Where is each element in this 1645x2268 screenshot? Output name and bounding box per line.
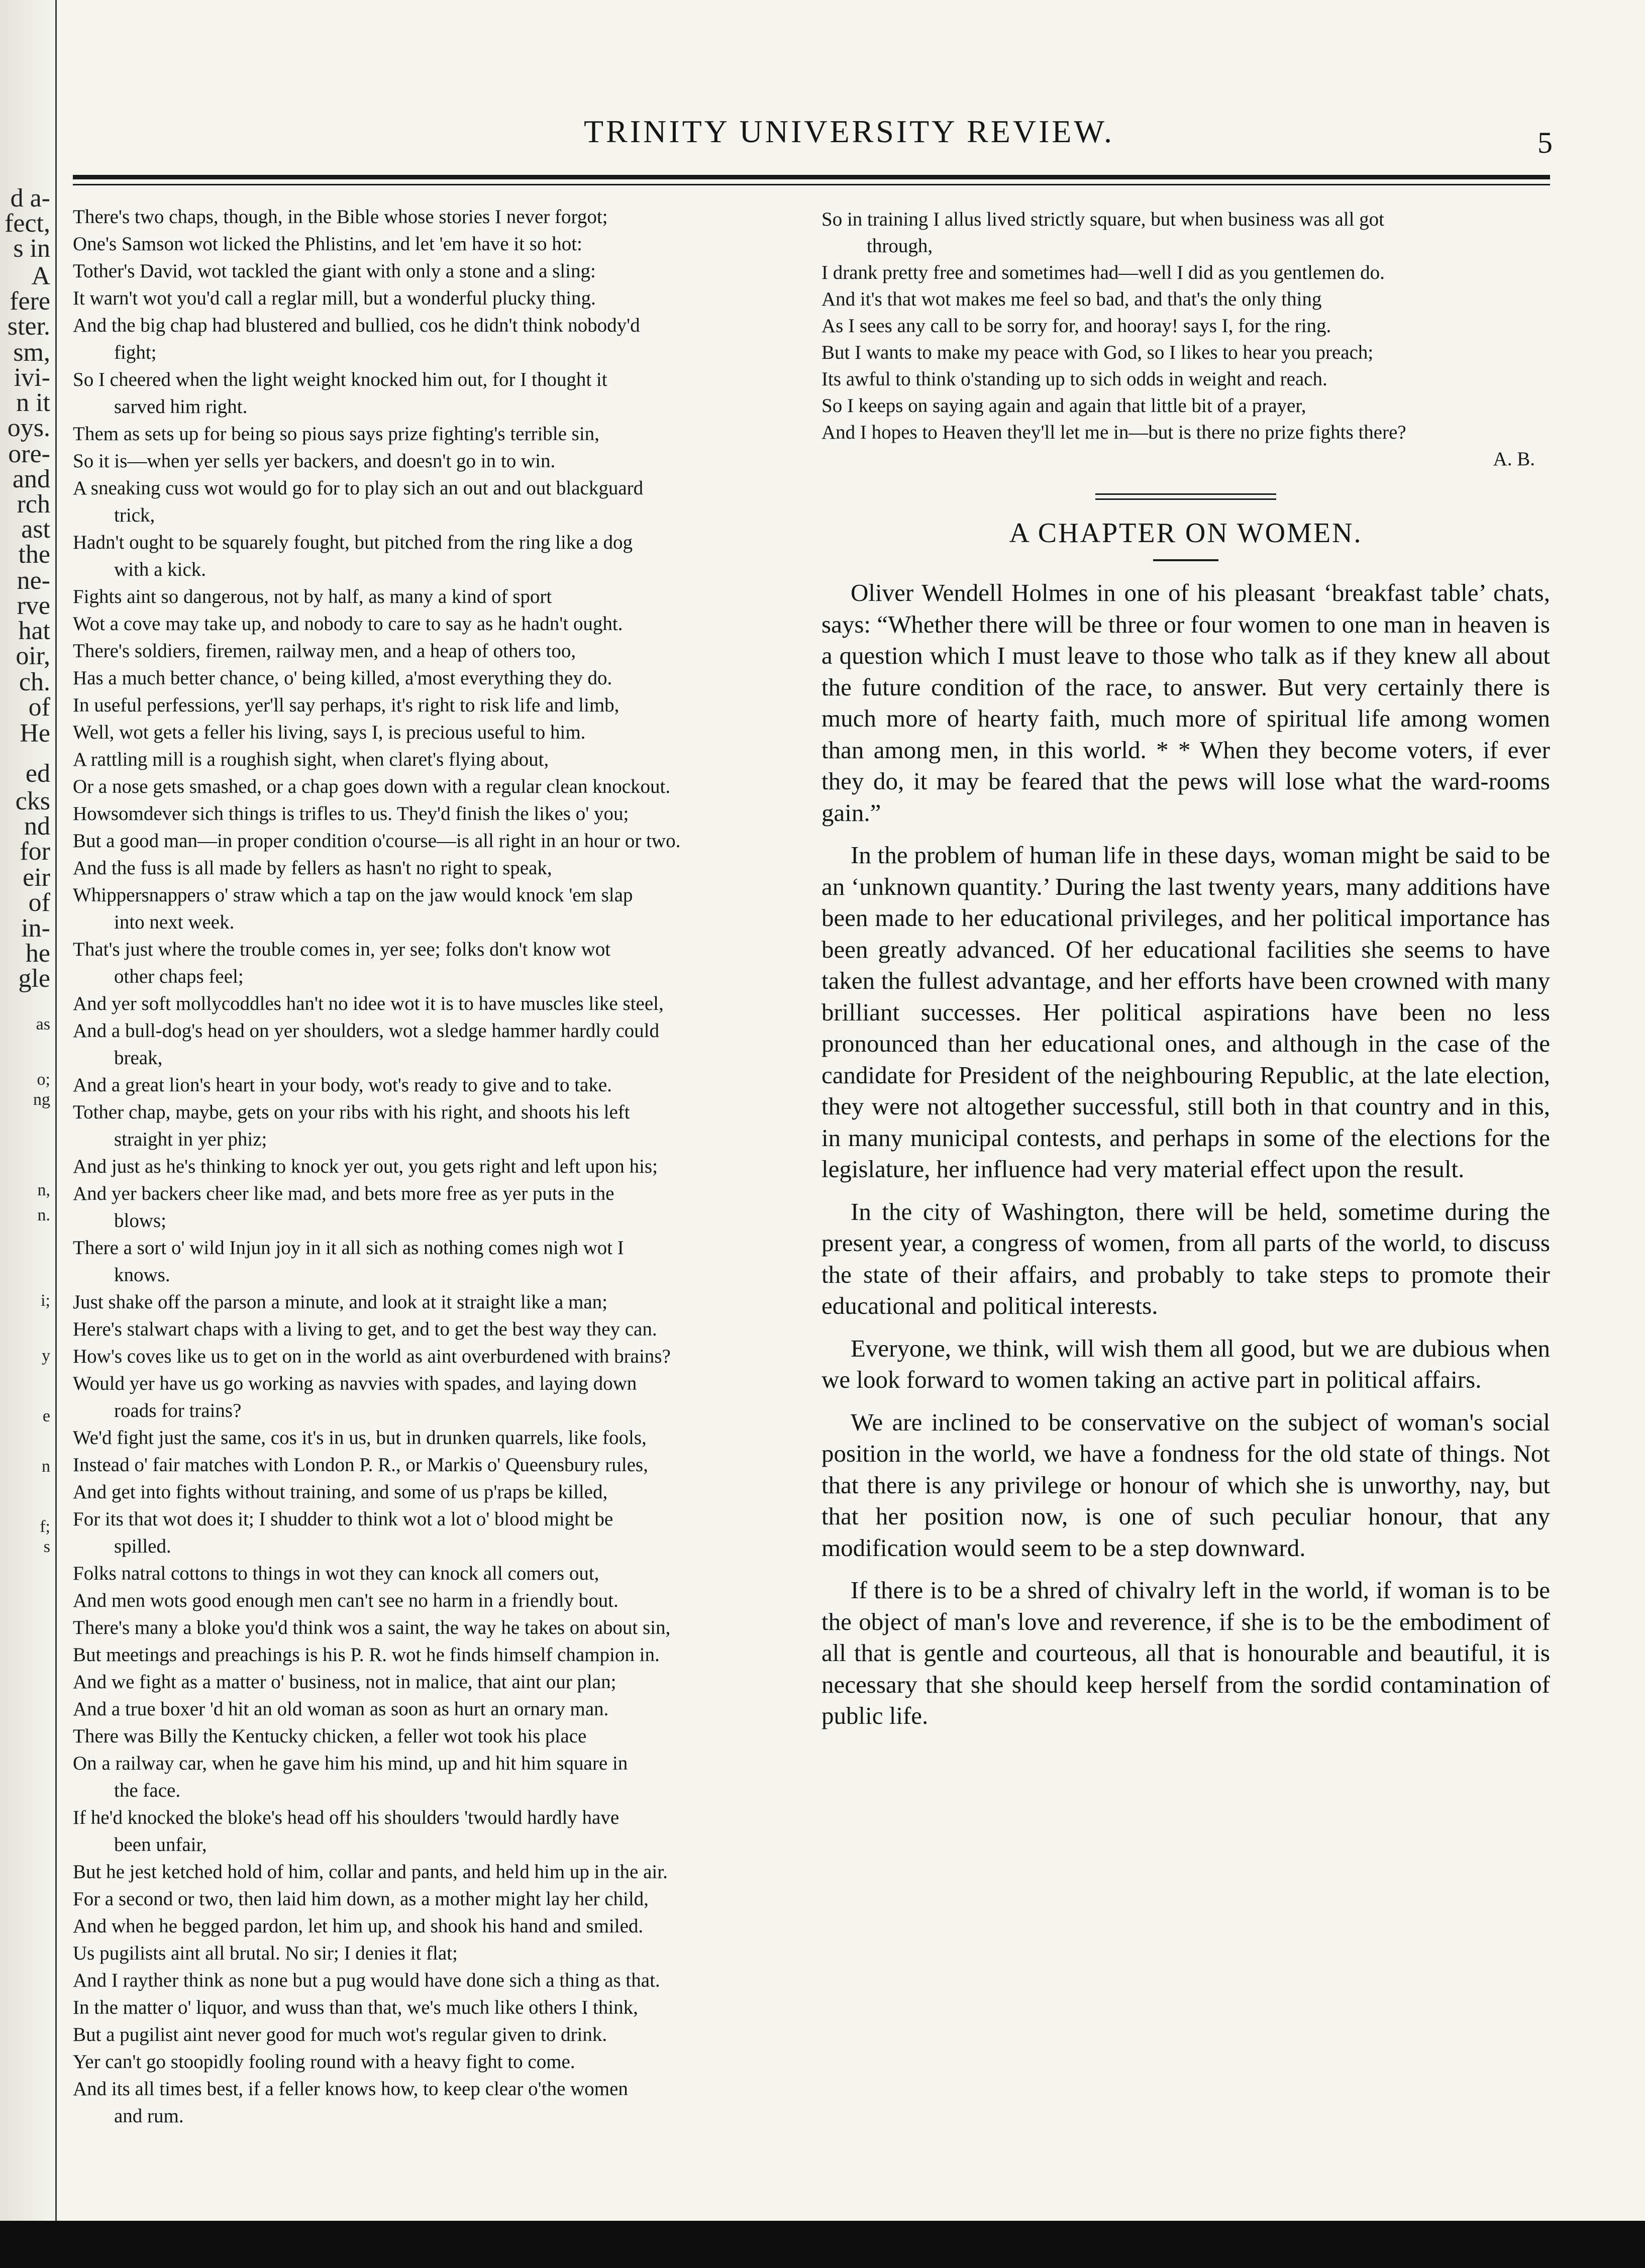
poem-line: And a bull-dog's head on yer shoulders, wot a sledge hammer hardly could xyxy=(73,1020,659,1042)
poem-line: If he'd knocked the bloke's head off his shoulders 'twould hardly have xyxy=(73,1807,620,1828)
page-number: 5 xyxy=(1537,126,1553,159)
title-underline xyxy=(1153,559,1218,561)
poem-line: And yer soft mollycoddles han't no idee wot it is to have muscles like steel, xyxy=(73,993,664,1014)
poem-line: Us pugilists aint all brutal. No sir; I denies it flat; xyxy=(73,1942,458,1964)
poem-line: But a good man—in proper condition o'course—is all right in an hour or two. xyxy=(73,830,681,852)
poem-line: But meetings and preachings is his P. R. wot he finds himself champion in. xyxy=(73,1644,660,1666)
poem-line: As I sees any call to be sorry for, and hooray! says I, for the ring. xyxy=(821,315,1331,337)
poem-line: And get into fights without training, and some of us p'raps be killed, xyxy=(73,1481,608,1503)
facing-page-fragment: i; xyxy=(41,1291,50,1310)
header-rule-thin xyxy=(73,184,1550,185)
poem-line: with a kick. xyxy=(114,559,207,580)
poem-line: Wot a cove may take up, and nobody to care to say as he hadn't ought. xyxy=(73,613,623,635)
poem-line: We'd fight just the same, cos it's in us, but in drunken quarrels, like fools, xyxy=(73,1427,647,1449)
poem-line: and rum. xyxy=(114,2105,184,2127)
poem-line: But I wants to make my peace with God, so I likes to hear you preach; xyxy=(821,342,1374,363)
facing-page-fragment: y xyxy=(42,1347,50,1365)
facing-page-fragment: n it xyxy=(16,388,50,417)
facing-page-fragment: oys. xyxy=(7,414,50,442)
poem-line: But a pugilist aint never good for much wot's regular given to drink. xyxy=(73,2024,607,2045)
article-paragraph: If there is to be a shred of chivalry left in the world, if woman is to be the object of man's love and reverence, if she is to be the embodiment of all that is gentle and courteous, all that is honourable and beautiful, it is necessary that she should keep herself from the sordid contamination of public life. xyxy=(821,1576,1550,1729)
article-paragraph: Oliver Wendell Holmes in one of his pleasant ‘breakfast table’ chats, says: “Whether there will be three or four women to one man in heaven is a question which I must leave to those who talk as if they knew all about the future condition of the race, to answer. But very certainly there is much more of hearty faith, much more of spiritual life among women than among men, in this world. * * When they become voters, if ever they do, it may be feared that the pews will lose what the ward-rooms gain.” xyxy=(821,579,1550,827)
poem-line: How's coves like us to get on in the world as aint overburdened with brains? xyxy=(73,1346,671,1367)
article-title: A CHAPTER ON WOMEN. xyxy=(1009,518,1363,549)
poem-line: And I hopes to Heaven they'll let me in—but is there no prize fights there? xyxy=(821,422,1406,443)
facing-page-fragment: f; xyxy=(40,1517,50,1536)
poem-line: straight in yer phiz; xyxy=(114,1128,267,1150)
poem-line: blows; xyxy=(114,1210,167,1231)
article-paragraph: In the problem of human life in these days, woman might be said to be an ‘unknown quantity.’ During the last twenty years, many additions have been made to her educational privileges, and her political importance has been greatly advanced. Of her educational facilities she seems to have taken the fullest advantage, and her efforts have been crowned with many brilliant successes. Her political aspirations have been no less pronounced than her educational ones, and although in the case of the candidate for President of the neighbouring Republic, at the late election, they were not altogether successful, still both in that country and in this, in many municipal contests, and perhaps in some of the elections for the legislature, her influence had very material effect upon the result. xyxy=(821,841,1550,1183)
poem-line: trick, xyxy=(114,504,155,526)
poem-line: Folks natral cottons to things in wot they can knock all comers out, xyxy=(73,1563,599,1584)
facing-page-fragment: of xyxy=(28,693,50,721)
poem-line: And yer backers cheer like mad, and bets more free as yer puts in the xyxy=(73,1183,614,1204)
poem-line: Here's stalwart chaps with a living to get, and to get the best way they can. xyxy=(73,1318,657,1340)
facing-page-fragment: e xyxy=(42,1407,50,1425)
poem-line: Its awful to think o'standing up to sich odds in weight and reach. xyxy=(821,368,1327,390)
poem-line: Them as sets up for being so pious says prize fighting's terrible sin, xyxy=(73,423,599,445)
poem-line: Tother's David, wot tackled the giant with only a stone and a sling: xyxy=(73,260,596,282)
facing-page-fragment: n, xyxy=(37,1181,50,1199)
poem-line: And we fight as a matter o' business, not in malice, that aint our plan; xyxy=(73,1671,616,1693)
poem-line: On a railway car, when he gave him his mind, up and hit him square in xyxy=(73,1752,628,1774)
poem-line: So in training I allus lived strictly square, but when business was all got xyxy=(821,209,1385,230)
poem-line: For a second or two, then laid him down, as a mother might lay her child, xyxy=(73,1888,649,1910)
poem-line: A rattling mill is a roughish sight, when claret's flying about, xyxy=(73,749,549,770)
poem-line: knows. xyxy=(114,1264,170,1286)
poem-line: So I keeps on saying again and again that little bit of a prayer, xyxy=(821,395,1306,417)
facing-page-fragment: oir, xyxy=(16,642,50,670)
header-rule-thick xyxy=(73,175,1550,179)
poem-line: There was Billy the Kentucky chicken, a feller wot took his place xyxy=(73,1725,587,1747)
poem-line: And it's that wot makes me feel so bad, and that's the only thing xyxy=(821,288,1322,310)
article-paragraph: In the city of Washington, there will be held, sometime during the present year, a congress of women, from all parts of the world, to discuss the state of their affairs, and probably to take steps to promote their educational and political interests. xyxy=(821,1197,1550,1319)
facing-page-fragment: ng xyxy=(33,1090,50,1109)
poem-line: One's Samson wot licked the Phlistins, and let 'em have it so hot: xyxy=(73,233,582,255)
facing-page-fragment: fect, xyxy=(5,209,50,238)
article-paragraph: We are inclined to be conservative on the subject of woman's social position in the world, we have a fondness for the old state of things. Not that there is any privilege or honour of which she is unworthy, nay, but that her position now, is one of such peculiar honour, that any modification would seem to be a step downward. xyxy=(821,1408,1550,1562)
poem-line: Yer can't go stoopidly fooling round with a heavy fight to come. xyxy=(73,2051,575,2073)
right-column xyxy=(821,206,1550,1743)
poem-line: And the fuss is all made by fellers as hasn't no right to speak, xyxy=(73,857,552,879)
facing-page-fragment: A xyxy=(31,262,50,290)
poem-line: That's just where the trouble comes in, yer see; folks don't know wot xyxy=(73,939,611,960)
facing-page-fragment: s in xyxy=(13,234,50,263)
poem-line: Well, wot gets a feller his living, says I, is precious useful to him. xyxy=(73,721,586,743)
poem-line: And when he begged pardon, let him up, and shook his hand and smiled. xyxy=(73,1915,644,1937)
poem-line: sarved him right. xyxy=(114,396,248,418)
poem-line: In useful perfessions, yer'll say perhaps, it's right to risk life and limb, xyxy=(73,694,620,716)
poem-line: Just shake off the parson a minute, and look at it straight like a man; xyxy=(73,1291,607,1313)
facing-page-fragment: rch xyxy=(17,490,50,519)
facing-page-fragment: nd xyxy=(24,812,50,841)
poem-line: So I cheered when the light weight knocked him out, for I thought it xyxy=(73,369,607,390)
poem-line: And I rayther think as none but a pug would have done sich a thing as that. xyxy=(73,1970,660,1991)
poem-line: other chaps feel; xyxy=(114,966,244,987)
poem-line: And the big chap had blustered and bullied, cos he didn't think nobody'd xyxy=(73,315,640,336)
facing-page-fragment: and xyxy=(12,465,50,493)
facing-page-fragment: He xyxy=(20,719,50,748)
poem-line: There's two chaps, though, in the Bible whose stories I never forgot; xyxy=(73,206,608,228)
facing-page-fragment: ast xyxy=(21,515,50,544)
article-paragraph: Everyone, we think, will wish them all good, but we are dubious when we look forward to women taking an active part in political affairs. xyxy=(821,1334,1550,1393)
poem-line: Or a nose gets smashed, or a chap goes down with a regular clean knockout. xyxy=(73,776,671,797)
poem-line: Whippersnappers o' straw which a tap on the jaw would knock 'em slap xyxy=(73,884,633,906)
poem-line: For its that wot does it; I shudder to think wot a lot o' blood might be xyxy=(73,1508,613,1530)
facing-page-fragment: sm, xyxy=(13,338,50,367)
facing-page-fragment: ch. xyxy=(19,668,50,696)
facing-page-fragment: ore- xyxy=(8,440,50,468)
article-body xyxy=(821,577,1550,1732)
poem-line: Howsomdever sich things is trifles to us. They'd finish the likes o' you; xyxy=(73,803,629,824)
poem-line: Would yer have us go working as navvies with spades, and laying down xyxy=(73,1373,637,1394)
facing-page-fragment: d a- xyxy=(10,184,50,213)
poem-line: fight; xyxy=(114,342,157,363)
poem-line: I drank pretty free and sometimes had—well I did as you gentlemen do. xyxy=(821,262,1385,283)
poem-line: Tother chap, maybe, gets on your ribs with his right, and shoots his left xyxy=(73,1101,630,1123)
poem-line: And its all times best, if a feller knows how, to keep clear o'the women xyxy=(73,2078,628,2100)
poem-column-left xyxy=(73,203,796,2130)
poem-line: There a sort o' wild Injun joy in it all sich as nothing comes nigh wot I xyxy=(73,1237,624,1259)
poem-line: break, xyxy=(114,1047,163,1069)
poem-line: through, xyxy=(867,235,933,257)
poem-line: A sneaking cuss wot would go for to play sich an out and out blackguard xyxy=(73,477,644,499)
poem-line: And a great lion's heart in your body, wot's ready to give and to take. xyxy=(73,1074,612,1096)
poem-line: And men wots good enough men can't see no harm in a friendly bout. xyxy=(73,1590,619,1611)
facing-page-fragment: ivi- xyxy=(14,363,50,392)
facing-page-fragment: n xyxy=(42,1457,50,1476)
facing-page-fragment: ster. xyxy=(7,312,50,341)
poem-line: into next week. xyxy=(114,911,235,933)
facing-page-fragment: gle xyxy=(18,964,50,993)
facing-page-fragment: cks xyxy=(15,787,50,815)
facing-page-fragment: o; xyxy=(37,1070,50,1089)
facing-page-fragment: ne- xyxy=(17,566,50,595)
facing-page-fragment: n. xyxy=(37,1206,50,1224)
facing-page-fragment: fere xyxy=(10,287,50,316)
poem-line: been unfair, xyxy=(114,1834,207,1855)
running-header: TRINITY UNIVERSITY REVIEW. xyxy=(583,114,1115,149)
poem-line: Instead o' fair matches with London P. R., or Markis o' Queensbury rules, xyxy=(73,1454,648,1476)
poem-line: Has a much better chance, o' being killed, a'most everything they do. xyxy=(73,667,612,689)
facing-page-fragment: of xyxy=(28,888,50,917)
poem-line: the face. xyxy=(114,1780,181,1801)
facing-page-fragment: in- xyxy=(21,914,50,943)
poem-line: In the matter o' liquor, and wuss than that, we's much like others I think, xyxy=(73,1997,638,2018)
poem-line: It warn't wot you'd call a reglar mill, but a wonderful plucky thing. xyxy=(73,287,596,309)
facing-page-fragment: ed xyxy=(25,759,50,788)
poem-line: And just as he's thinking to knock yer out, you gets right and left upon his; xyxy=(73,1156,658,1177)
poem-continuation xyxy=(821,206,1550,446)
poem-signature: A. B. xyxy=(1493,448,1535,470)
poem-line: And a true boxer 'd hit an old woman as soon as hurt an ornary man. xyxy=(73,1698,609,1720)
poem-line: There's many a bloke you'd think wos a saint, the way he takes on about sin, xyxy=(73,1617,671,1638)
poem-line: So it is—when yer sells yer backers, and doesn't go in to win. xyxy=(73,450,556,472)
facing-page-fragment: eir xyxy=(23,863,50,892)
poem-line: But he jest ketched hold of him, collar and pants, and held him up in the air. xyxy=(73,1861,668,1883)
poem-line: There's soldiers, firemen, railway men, and a heap of others too, xyxy=(73,640,576,662)
facing-page-fragment: the xyxy=(18,540,50,569)
facing-page-fragment: for xyxy=(20,837,50,866)
facing-page-fragment: rve xyxy=(17,591,50,620)
facing-page-fragment: hat xyxy=(18,616,50,645)
poem-line: Fights aint so dangerous, not by half, as many a kind of sport xyxy=(73,586,552,607)
poem-line: roads for trains? xyxy=(114,1400,242,1421)
facing-page-fragment: as xyxy=(36,1015,50,1034)
facing-page-fragment: he xyxy=(25,939,50,968)
poem-line: spilled. xyxy=(114,1535,171,1557)
section-divider xyxy=(1095,493,1276,500)
poem-line: Hadn't ought to be squarely fought, but pitched from the ring like a dog xyxy=(73,532,633,553)
facing-page-fragment: s xyxy=(43,1537,50,1556)
